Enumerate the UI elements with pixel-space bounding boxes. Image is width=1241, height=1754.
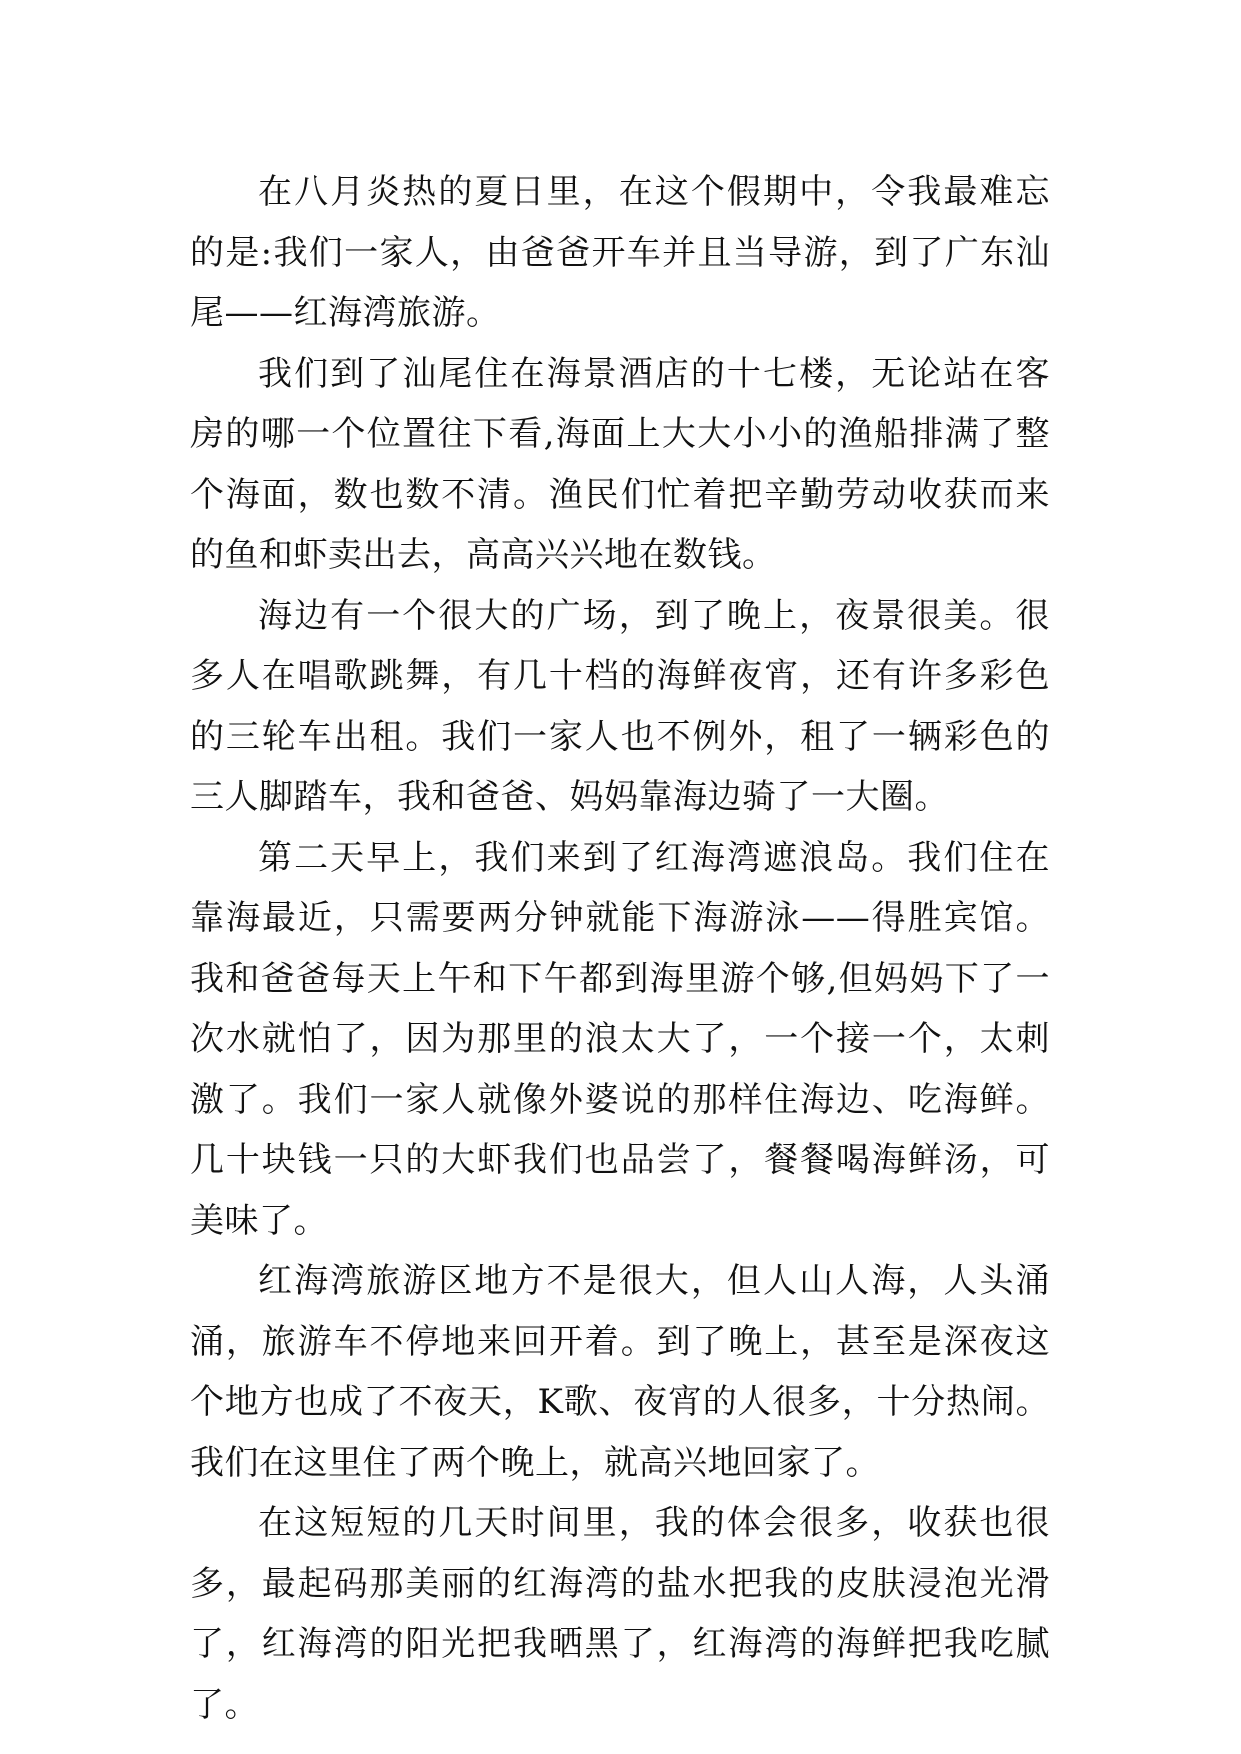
paragraph-1: 在八月炎热的夏日里，在这个假期中，令我最难忘的是:我们一家人，由爸爸开车并且当导游，到了广东汕尾——红海湾旅游。 [190,172,1050,333]
document-body [190,162,1050,1735]
paragraph-5: 红海湾旅游区地方不是很大，但人山人海，人头涌涌，旅游车不停地来回开着。到了晚上，甚至是深夜这个地方也成了不夜天，K歌、夜宵的人很多，十分热闹。我们在这里住了两个晚上，就高兴地回家了。 [190,1261,1050,1483]
paragraph-3: 海边有一个很大的广场，到了晚上，夜景很美。很多人在唱歌跳舞，有几十档的海鲜夜宵，还有许多彩色的三轮车出租。我们一家人也不例外，租了一辆彩色的三人脚踏车，我和爸爸、妈妈靠海边骑了一大圈。 [190,595,1050,817]
paragraph-6: 在这短短的几天时间里，我的体会很多，收获也很多，最起码那美丽的红海湾的盐水把我的皮肤浸泡光滑了，红海湾的阳光把我晒黑了，红海湾的海鲜把我吃腻了。 [190,1503,1050,1725]
paragraph-2: 我们到了汕尾住在海景酒店的十七楼，无论站在客房的哪一个位置往下看,海面上大大小小的渔船排满了整个海面，数也数不清。渔民们忙着把辛勤劳动收获而来的鱼和虾卖出去，高高兴兴地在数钱。 [190,353,1050,575]
paragraph-4: 第二天早上，我们来到了红海湾遮浪岛。我们住在靠海最近，只需要两分钟就能下海游泳——得胜宾馆。我和爸爸每天上午和下午都到海里游个够,但妈妈下了一次水就怕了，因为那里的浪太大了，一个接一个，太刺激了。我们一家人就像外婆说的那样住海边、吃海鲜。几十块钱一只的大虾我们也品尝了，餐餐喝海鲜汤，可美味了。 [190,837,1050,1241]
